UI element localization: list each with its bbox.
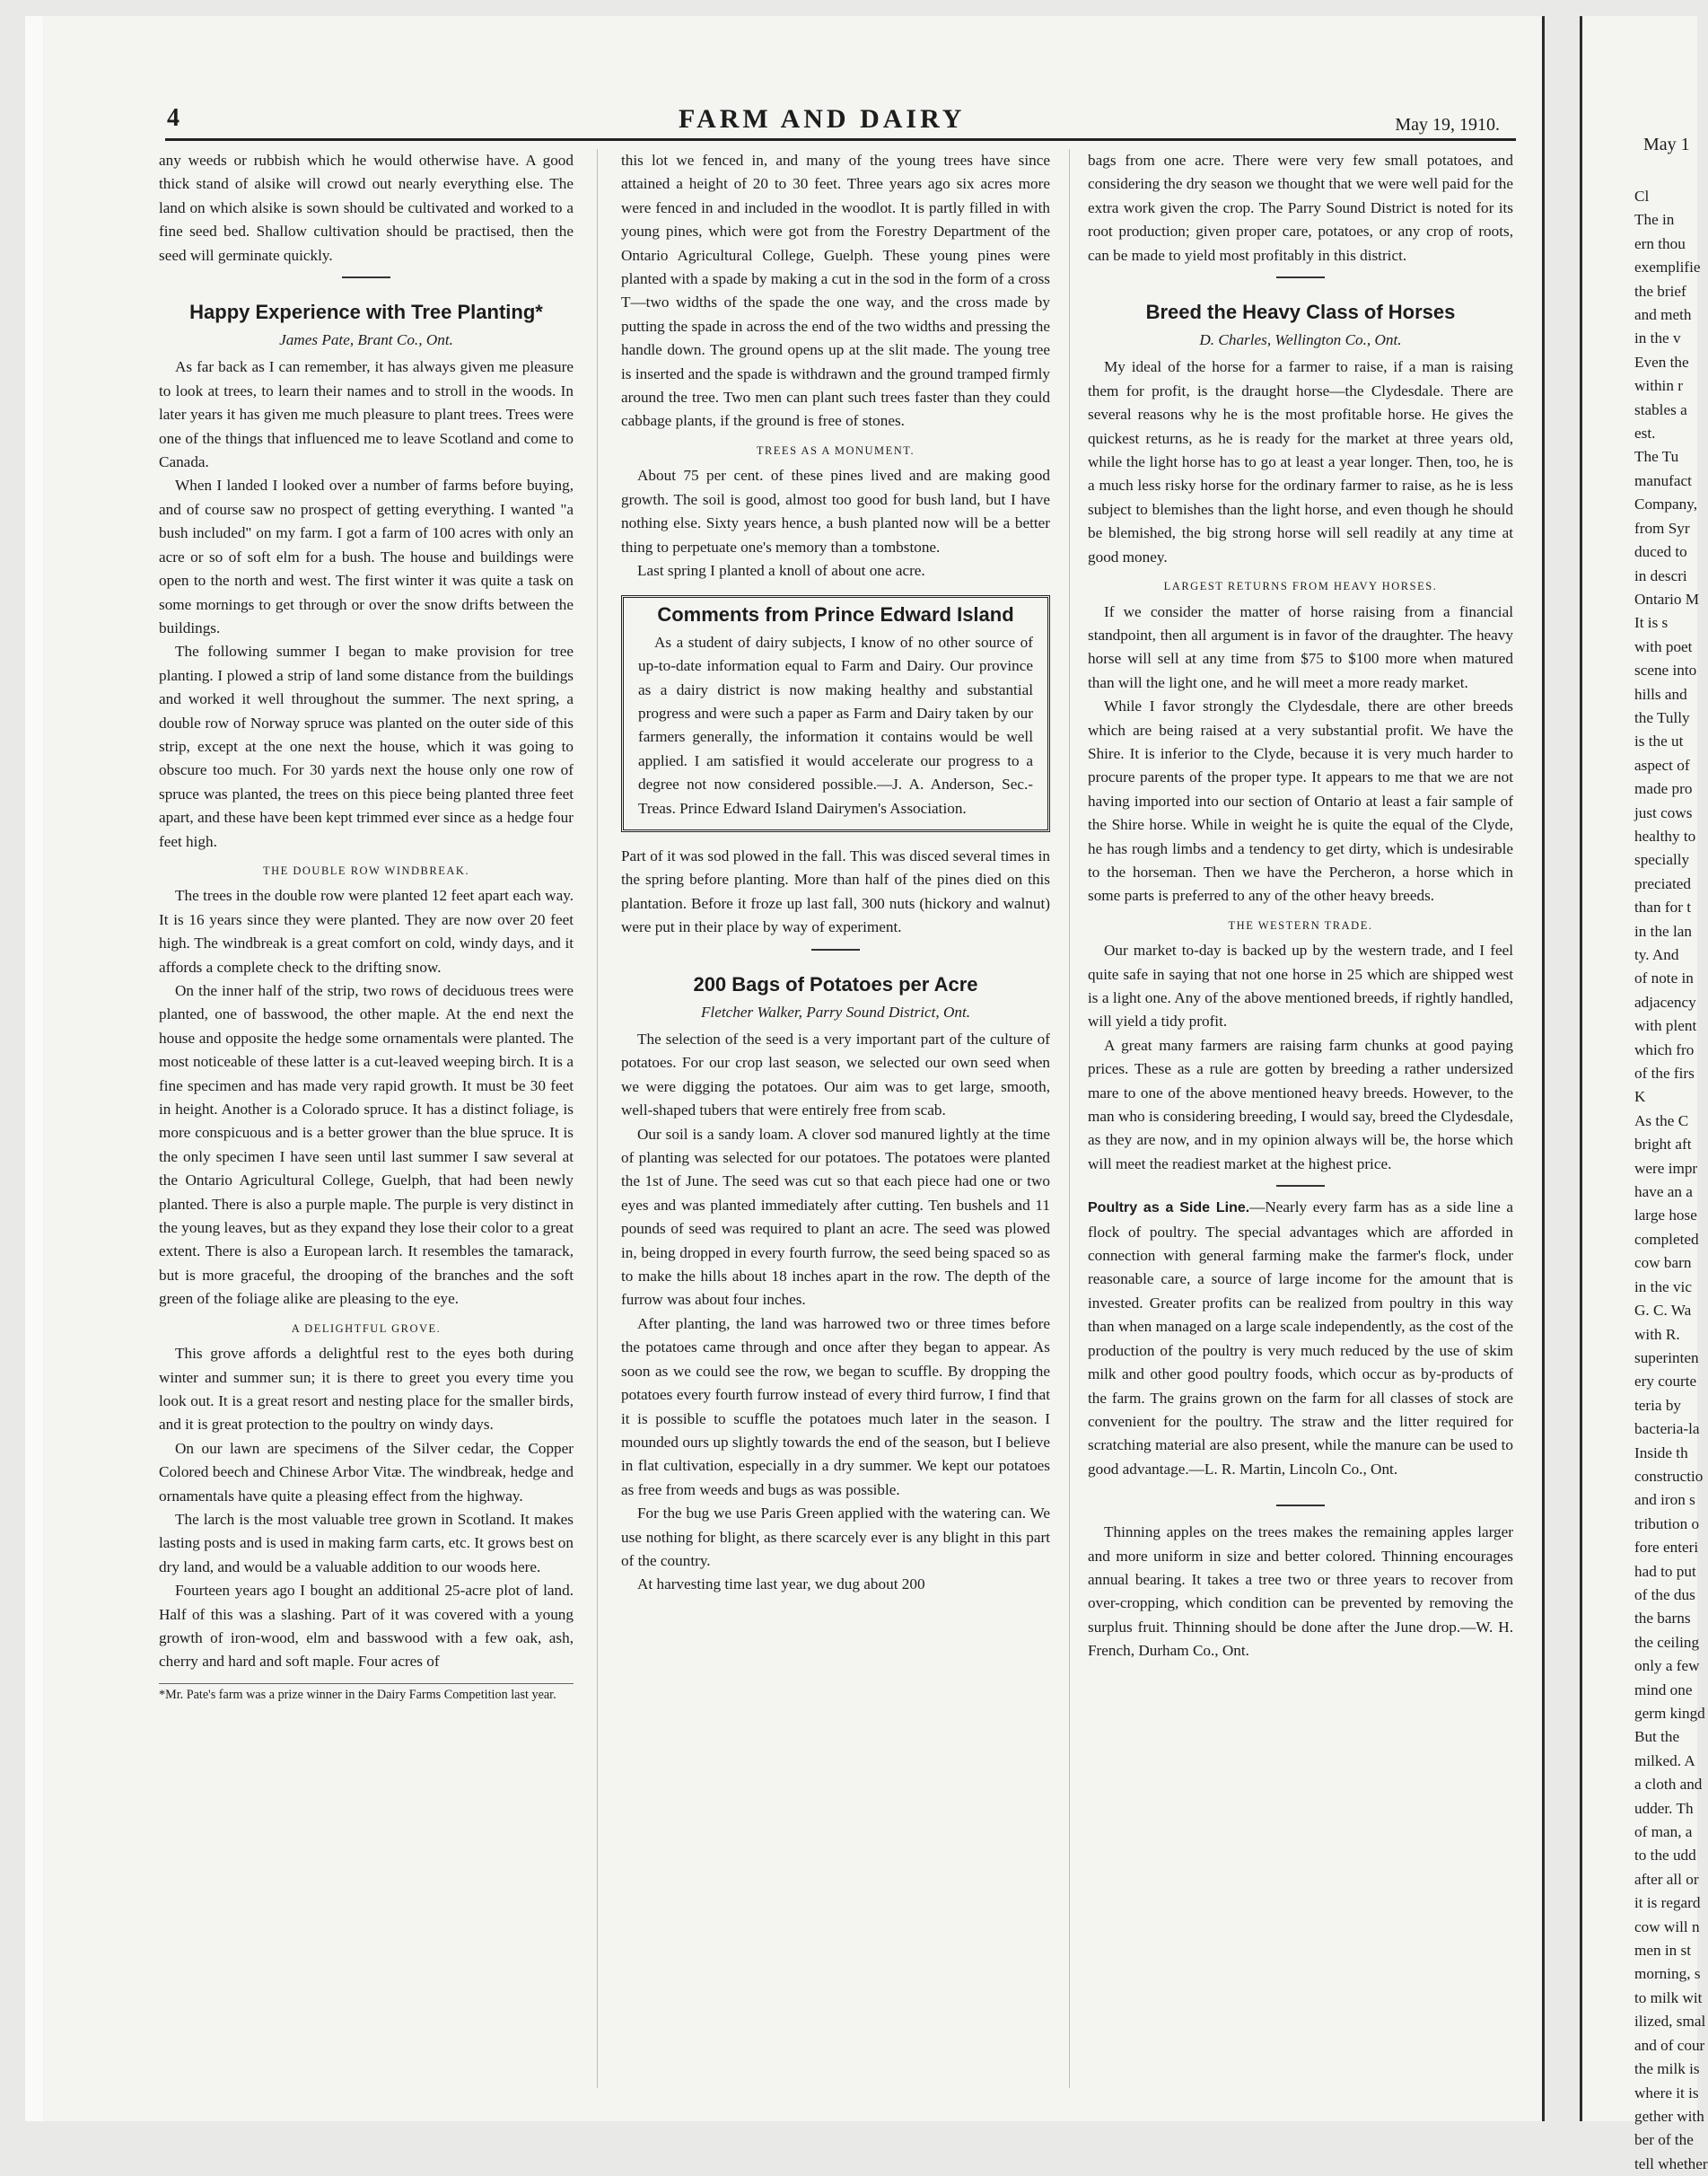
adjacent-page-line: bacteria-la <box>1634 1420 1700 1438</box>
separator <box>811 949 860 951</box>
masthead <box>167 104 1518 140</box>
adjacent-page-line: It is s <box>1634 614 1669 632</box>
adjacent-page-line: within r <box>1634 377 1683 395</box>
paragraph: Fourteen years ago I bought an additional 25-acre plot of land. Half of this was a slashing. Part of it was covered with a young growth of iron-wood, elm and basswood with a few oak, ash, cherry and hard and soft maple. Four acres of <box>159 1582 574 1671</box>
paragraph: Thinning apples on the trees makes the remaining apples larger and more uniform in size and better colored. Thinning encourages annual bearing. It takes a tree two or three years to recover from over-cropping, which condition can be prevented by removing the surplus fruit. Thinning should be done after the June drop.—W. H. French, Durham Co., Ont. <box>1088 1523 1513 1660</box>
paragraph: A great many farmers are raising farm chunks at good paying prices. These as a rule are gotten by breeding a rather undersized mare to one of the above mentioned heavy breeds. However, to the man who is considering breeding, I would say, breed the Clydesdale, as they are now, and in my opinion always will be, the horse which will meet the readiest market at the highest price. <box>1088 1036 1513 1172</box>
adjacent-page-line: the milk is <box>1634 2060 1700 2078</box>
paragraph: any weeds or rubbish which he would otherwise have. A good thick stand of alsike will crowd out nearly everything else. The land on which alsike is sown should be cultivated and worked to a fine seed bed. Shallow cultivation should be practised, then the seed will germinate quickly. <box>159 152 574 264</box>
column-divider <box>597 149 598 2088</box>
adjacent-page-line: completed <box>1634 1230 1699 1248</box>
adjacent-page-line: adjacency <box>1634 993 1696 1011</box>
adjacent-page-line: morning, s <box>1634 1965 1701 1983</box>
adjacent-page-line: milked. A <box>1634 1751 1695 1769</box>
separator <box>1276 1185 1325 1187</box>
box-title: Comments from Prince Edward Island <box>657 603 1014 627</box>
page-number: 4 <box>167 104 180 132</box>
article-title: Happy Experience with Tree Planting* <box>189 301 543 324</box>
adjacent-page-line: ern thou <box>1634 234 1686 252</box>
paragraph: On our lawn are specimens of the Silver cedar, the Copper Colored beech and Chinese Arbor Vitæ. The windbreak, hedge and ornamentals have quite a pleasing effect from the highway. <box>159 1439 574 1505</box>
adjacent-page-line: As the C <box>1634 1111 1689 1129</box>
adjacent-page-line: where it is <box>1634 2084 1699 2101</box>
adjacent-page-line: of the firs <box>1634 1065 1695 1083</box>
adjacent-page-line: G. C. Wa <box>1634 1302 1692 1320</box>
adjacent-page-line: est. <box>1634 425 1656 443</box>
adjacent-page-line: bright aft <box>1634 1136 1692 1154</box>
adjacent-page-line: just cows <box>1634 803 1693 821</box>
paragraph: bags from one acre. There were very few small potatoes, and considering the dry season we thought that we were well paid for the extra work given the crop. The Parry Sound District is noted for its root production; given proper care, potatoes, or any crop of roots, can be made to yield most profitably in this district. <box>1088 152 1513 264</box>
issue-date: May 19, 1910. <box>1395 115 1500 135</box>
adjacent-page-line: and meth <box>1634 306 1692 324</box>
adjacent-page-line: is the ut <box>1634 733 1684 750</box>
adjacent-page-line: hills and <box>1634 685 1687 703</box>
adjacent-page-line: the Tully <box>1634 708 1690 726</box>
paragraph: When I landed I looked over a number of farms before buying, and of course saw no prospect of getting everything. I wanted "a bush included" on my farm. I got a farm of 100 acres with only an acre or so of soft elm for a bush. The house and buildings were open to the north and west. The first winter it was quite a task on some mornings to get through or over the snow drifts between the buildings. <box>159 477 574 636</box>
adjacent-page-line: tell whether <box>1634 2154 1708 2172</box>
paragraph: After planting, the land was harrowed two or three times before the potatoes came through and once after they began to appear. As soon as we could see the row, we began to scuffle. By dropping the potatoes every fourth furrow instead of every third furrow, I find that it is possible to scuffle the potatoes much later in the season. I mounded ours up slightly towards the end of the season, but I believe in flat cultivation, especially in a dry summer. We kept our potatoes as free from weeds and bugs as was possible. <box>621 1314 1050 1498</box>
adjacent-page <box>1580 16 1708 2172</box>
box-text: As a student of dairy subjects, I know of no other source of up-to-date information equal to Farm and Dairy. Our province as a dairy district is now making healthy and substantial progress and were such a paper as Farm and Dairy taken by our farmers generally, the information it contains would be well applied. I am satisfied it would accelerate our progress to a degree not now considered possible.—J. A. Anderson, Sec.-Treas. Prince Edward Island Dairymen's Association. <box>638 633 1033 817</box>
adjacent-page-line: with plent <box>1634 1017 1697 1035</box>
adjacent-page-line: Ontario M <box>1634 590 1700 608</box>
byline: Fletcher Walker, Parry Sound District, Ont. <box>700 1003 971 1021</box>
adjacent-page-line: men in st <box>1634 1942 1692 1960</box>
adjacent-page-line: healthy to <box>1634 827 1696 845</box>
paragraph: The trees in the double row were planted 12 feet apart each way. It is 16 years since they were planted. They are now over 20 feet high. The windbreak is a great comfort on cold, windy days, and it affords a complete check to the drifting snow. <box>159 887 574 976</box>
paragraph: The selection of the seed is a very important part of the culture of potatoes. For our crop last season, we selected our own seed when we were digging the potatoes. Our aim was to get large, smooth, well-shaped tubers that were entirely free from scab. <box>621 1031 1050 1119</box>
paragraph: This grove affords a delightful rest to the eyes both during winter and summer sun; it is there to greet you every time you look out. It is a great resort and nesting place for the smaller birds, and it is great protection to the poultry on windy days. <box>159 1345 574 1434</box>
paragraph: Part of it was sod plowed in the fall. This was disced several times in the spring before planting. More than half of the pines died on this plantation. Before it froze up last fall, 300 nuts (hickory and walnut) were put in their place by way of experiment. <box>621 847 1050 936</box>
page-margin <box>25 16 43 2121</box>
separator <box>1276 1505 1325 1506</box>
adjacent-page-line: aspect of <box>1634 756 1690 774</box>
adjacent-page-line: in the lan <box>1634 922 1692 940</box>
adjacent-page-line: to milk wit <box>1634 1988 1703 2006</box>
article-title: 200 Bags of Potatoes per Acre <box>693 972 978 996</box>
adjacent-page-line: scene into <box>1634 662 1697 680</box>
adjacent-page-line: tribution o <box>1634 1514 1700 1532</box>
subheading: TREES AS A MONUMENT. <box>756 443 915 457</box>
adjacent-page-line: only a few <box>1634 1657 1700 1675</box>
adjacent-page-line: superinten <box>1634 1348 1699 1366</box>
paragraph: On the inner half of the strip, two rows of deciduous trees were planted, one of basswood, the other maple. At the end next the house and opposite the hedge some ornamentals were planted. The most noticeable of these latter is a cut-leaved weeping birch. It is a fine specimen and has made very rapid growth. It must be 30 feet in height. Another is a Colorado spruce. It has a distinct foliage, is more conspicuous and is a better grower than the blue spruce. It is the only specimen I have seen until last summer I saw several at the Ontario Agricultural College, Guelph, that had been newly planted. There is also a purple maple. The purple is very distinct in the young leaves, but as they expand they lose their color to a great extent. There is also a European larch. It resembles the tamarack, but is more graceful, the drooping of the branches and the soft green of the foliage alike are pleasing to the eye. <box>159 982 574 1308</box>
comment-box <box>621 595 1050 832</box>
adjacent-page-line: But the <box>1634 1728 1680 1746</box>
paragraph: While I favor strongly the Clydesdale, there are other breeds which are being raised at a very substantial profit. We have the Shire. It is inferior to the Clyde, because it is very much harder to procure parents of the proper type. It appears to me that we are not having imported into our section of Ontario at least a fair sample of the Shire horse. While in weight he is quite the equal of the Clyde, he has rough limbs and a tendency to get dirty, which is undesirable to the horseman. Then we have the Percheron, a horse which in some parts is preferred to any of the other heavy breeds. <box>1088 698 1513 905</box>
column-2 <box>621 149 1050 2097</box>
paragraph: My ideal of the horse for a farmer to raise, if a man is raising them for profit, is the draught horse—the Clydesdale. There are several reasons why he is the most profitable horse. He gives the quickest returns, as he is ready for the market at three years old, while the light horse has to go at least a year longer. Then, too, he is a much less risky horse for the ordinary farmer to raise, as he is less subject to blemishes than the light horse, and even though he should be blemished, the big strong horse will sell readily at any time at good money. <box>1088 358 1513 566</box>
adjacent-page-line: manufact <box>1634 471 1692 489</box>
paper-title: FARM AND DAIRY <box>679 104 966 134</box>
adjacent-page-line: K <box>1634 1088 1646 1106</box>
subheading: A DELIGHTFUL GROVE. <box>291 1321 442 1335</box>
adjacent-page-line: mind one <box>1634 1680 1693 1698</box>
separator <box>1276 276 1325 278</box>
paragraph: If we consider the matter of horse raising from a financial standpoint, then all argument is in favor of the draughter. The heavy horse will sell at any time from $75 to $100 more when matured than will the light one, and he will meet a more ready market. <box>1088 602 1513 691</box>
adjacent-page-line: in descri <box>1634 566 1687 584</box>
paragraph: Last spring I planted a knoll of about one acre. <box>637 561 925 579</box>
paragraph: At harvesting time last year, we dug about 200 <box>637 1575 925 1593</box>
column-1 <box>159 149 574 2097</box>
adjacent-page-line: Cl <box>1634 188 1650 205</box>
subheading: THE WESTERN TRADE. <box>1228 918 1373 932</box>
adjacent-page-line: The Tu <box>1634 448 1679 466</box>
adjacent-page-line: constructio <box>1634 1467 1704 1485</box>
adjacent-page-line: the ceiling <box>1634 1633 1700 1651</box>
adjacent-page-line: were impr <box>1634 1159 1698 1177</box>
paragraph: As far back as I can remember, it has always given me pleasure to look at trees, to learn their names and to stroll in the woods. In later years it has given me much pleasure to plant trees. Trees were one of the things that influenced me to leave Scotland and come to Canada. <box>159 358 574 471</box>
paragraph: The larch is the most valuable tree grown in Scotland. It makes lasting posts and is used in making farm carts, etc. It grows best on dry land, and would be a valuable addition to our woods here. <box>159 1510 574 1575</box>
adjacent-page-line: stables a <box>1634 400 1687 418</box>
adjacent-page-line: cow will n <box>1634 1917 1700 1935</box>
adjacent-page-line: exemplifie <box>1634 259 1701 276</box>
adjacent-page-line: of man, a <box>1634 1823 1693 1841</box>
adjacent-page-line: the barns <box>1634 1610 1691 1628</box>
adjacent-page-line: in the vic <box>1634 1277 1692 1295</box>
adjacent-page-line: had to put <box>1634 1562 1696 1580</box>
separator <box>342 276 390 278</box>
adjacent-page-line: have an a <box>1634 1183 1693 1201</box>
adjacent-page-line: preciated <box>1634 874 1691 892</box>
byline: James Pate, Brant Co., Ont. <box>279 331 453 349</box>
adjacent-page-line: the brief <box>1634 282 1686 300</box>
adjacent-page-line: specially <box>1634 851 1690 869</box>
adjacent-page-line: Even the <box>1634 353 1689 371</box>
subheading: THE DOUBLE ROW WINDBREAK. <box>262 864 470 877</box>
paragraph: Our soil is a sandy loam. A clover sod manured lightly at the time of planting was selected for our potatoes. The potatoes were planted the 1st of June. The seed was cut so that each piece had one or two eyes and was planted immediately after cutting. Ten bushels and 11 pounds of seed was required to plant an acre. The seed was plowed in, being dropped in every fourth furrow, the seed being spaced so as to make the hills about 18 inches apart in the row. The depth of the furrow was about four inches. <box>621 1125 1050 1309</box>
adjacent-page-line: Inside th <box>1634 1443 1688 1461</box>
adjacent-page-line: made pro <box>1634 780 1693 798</box>
adjacent-page-line: duced to <box>1634 543 1687 561</box>
article-title: Breed the Heavy Class of Horses <box>1145 301 1456 324</box>
adjacent-page-text <box>1575 185 1708 2176</box>
adjacent-page-line: of note in <box>1634 970 1694 987</box>
adjacent-page-line: and of cour <box>1634 2036 1705 2054</box>
adjacent-page-line: The in <box>1634 211 1675 229</box>
adjacent-page-line: than for t <box>1634 899 1692 917</box>
adjacent-page-line: ty. And <box>1634 946 1679 963</box>
footnote: *Mr. Pate's farm was a prize winner in the Dairy Farms Competition last year. <box>159 1683 574 1703</box>
adjacent-page-line: it is regard <box>1634 1894 1701 1912</box>
adjacent-page-line: Company, <box>1634 496 1698 513</box>
adjacent-page-line: ilized, smal <box>1634 2013 1706 2031</box>
paragraph: About 75 per cent. of these pines lived and are making good growth. The soil is good, almost too good for bush land, but I have nothing else. Sixty years hence, a bush planted now will be a better thing to perpetuate one's memory than a tombstone. <box>621 467 1050 556</box>
paragraph: Our market to-day is backed up by the western trade, and I feel quite safe in saying that not one horse in 25 which are shipped west is a light one. Any of the above mentioned breeds, if rightly handled, will yield a tidy profit. <box>1088 942 1513 1031</box>
adjacent-page-line: large hose <box>1634 1206 1697 1224</box>
adjacent-page-line: in the v <box>1634 329 1681 347</box>
adjacent-page-line: after all or <box>1634 1870 1699 1888</box>
adjacent-page-line: fore enteri <box>1634 1539 1699 1557</box>
adjacent-page-line: from Syr <box>1634 519 1690 537</box>
paragraph-body: —Nearly every farm has as a side line a flock of poultry. The special advantages which are afforded in connection with general farming make the farmer's flock, under reasonable care, a source of large income for the amount that is invested. Greater profits can be realized from poultry in this way than when managed on a large scale independently, as the cost of the production of the poultry is very much reduced by the use of skim milk and other good poultry foods, which occur as by-products of the farm. The grains grown on the farm for all classes of stock are convenient for the poultry. The straw and the litter required for scratching material are also present, while the manure can be used to good advantage.—L. R. Martin, Lincoln Co., Ont. <box>1088 1198 1513 1478</box>
adjacent-page-line: ber of the <box>1634 2131 1694 2149</box>
adjacent-page-line: a cloth and <box>1634 1776 1703 1794</box>
adjacent-page-line: ery courte <box>1634 1373 1697 1391</box>
adjacent-page-line: gether with <box>1634 2107 1704 2125</box>
paragraph <box>1088 1196 1513 1481</box>
adjacent-page-line: to the udd <box>1634 1847 1696 1865</box>
adjacent-page-line: teria by <box>1634 1396 1682 1414</box>
subheading: LARGEST RETURNS FROM HEAVY HORSES. <box>1163 580 1438 593</box>
byline: D. Charles, Wellington Co., Ont. <box>1199 331 1402 349</box>
adjacent-page-line: which fro <box>1634 1040 1695 1058</box>
adjacent-page-header: May 1 <box>1643 135 1690 154</box>
header-rule <box>165 138 1516 141</box>
adjacent-page-line: and iron s <box>1634 1491 1695 1509</box>
paragraph: this lot we fenced in, and many of the young trees have since attained a height of 20 to 30 feet. Three years ago six acres more were fenced in and included in the woodlot. It is partly filled in with young pines, which were got from the Forestry Department of the Ontario Agricultural College, Guelph. These young pines were planted with a spade by making a cut in the sod in the form of a cross T—two widths of the spade the one way, and the cross made by putting the spade in across the end of the two widths and pressing the handle down. The ground opens up at the slit made. The young tree is inserted and the spade is withdrawn and the ground tramped firmly around the tree. Two men can plant such trees faster than they could cabbage plants, if the ground is free of stones. <box>621 152 1050 430</box>
adjacent-page-line: with poet <box>1634 637 1693 655</box>
adjacent-page-line: cow barn <box>1634 1254 1692 1272</box>
paragraph: For the bug we use Paris Green applied with the watering can. We use nothing for blight, as there scarcely ever is any blight in this part of the country. <box>621 1505 1050 1569</box>
adjacent-page-line: udder. Th <box>1634 1799 1694 1817</box>
paragraph: The following summer I began to make provision for tree planting. I plowed a strip of land some distance from the buildings and worked it well throughout the summer. The next spring, a double row of Norway spruce was planted on the outer side of this strip, except at the one next the house, which it was going to obscure too much. For 30 yards next the house only one row of spruce was planted, the trees on this piece being planted three feet apart, and these have been kept trimmed ever since as a hedge four feet high. <box>159 643 574 850</box>
column-3 <box>1088 149 1513 2097</box>
adjacent-page-line: of the dus <box>1634 1585 1695 1603</box>
adjacent-page-line: germ kingd <box>1634 1705 1705 1722</box>
adjacent-page-line: with R. <box>1634 1325 1680 1343</box>
column-divider <box>1069 149 1070 2088</box>
lead-in: Poultry as a Side Line. <box>1088 1200 1250 1216</box>
